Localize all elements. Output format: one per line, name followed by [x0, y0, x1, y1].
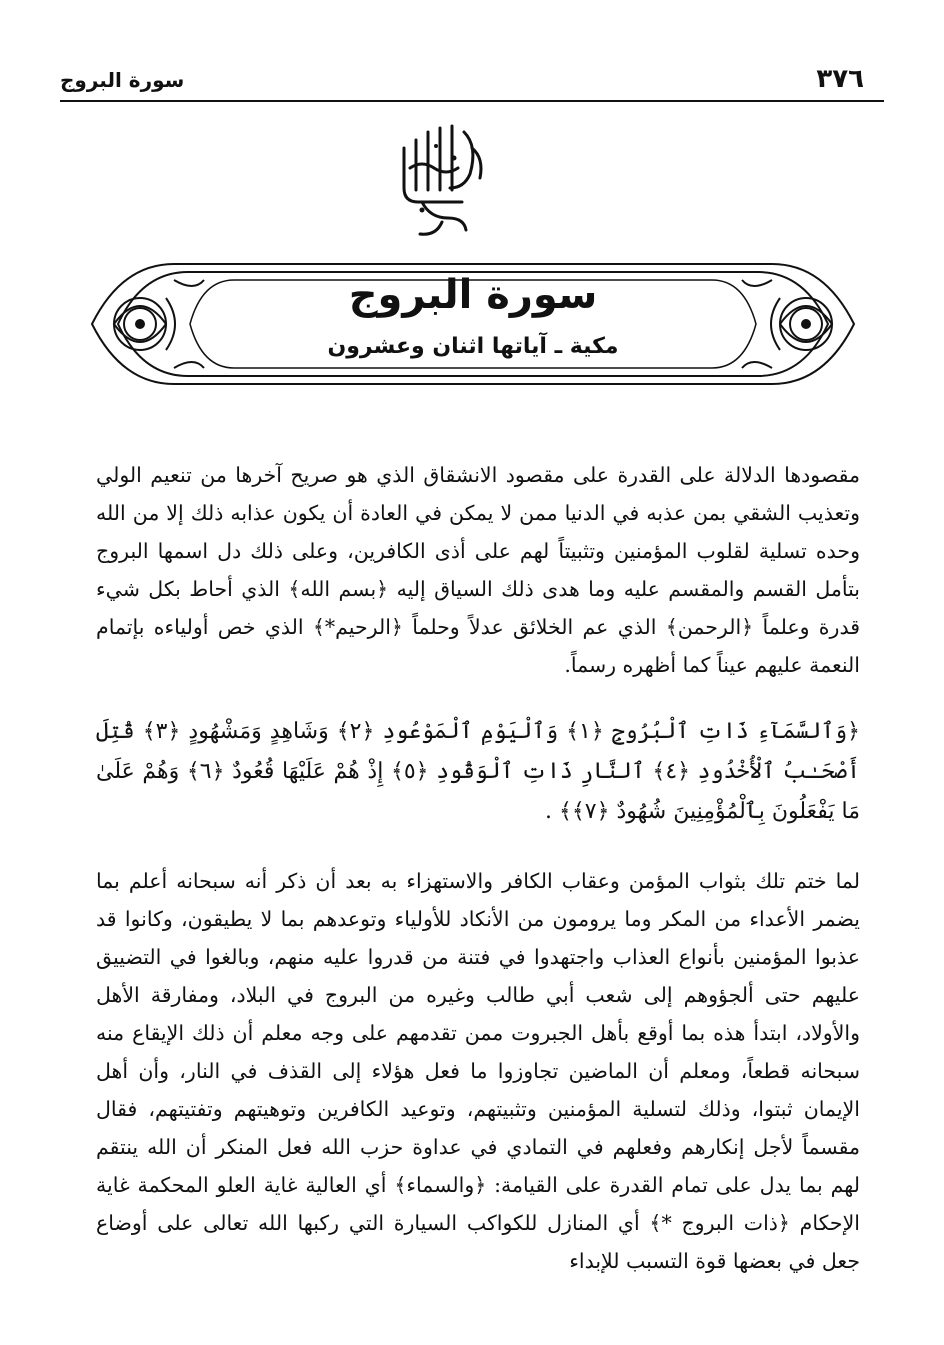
page-number: ٣٧٦ — [816, 64, 864, 94]
running-title: سورة البروج — [60, 68, 185, 92]
surah-title-cartouche — [84, 258, 862, 390]
intro-text: مقصودها الدلالة على القدرة على مقصود الانشقاق الذي هو صريح آخرها من تنعيم الولي وتعذيب الشقي بمن عذبه في الدنيا ممن لا يمكن في العادة أن يكون عذابه ذلك إلا من الله وحده تسلية لقلوب المؤمنين وتثبيتاً لهم على أذى الكافرين، وعلى ذلك دل اسمها البروج بتأمل القسم والمقسم عليه وما هدى ذلك السياق إليه ﴿بسم الله﴾ الذي أحاط بكل شيء قدرة وعلماً ﴿الرحمن﴾ الذي عم الخلائق عدلاً وحلماً ﴿الرحيم*﴾ الذي خص أولياءه بإتمام النعمة عليهم عيناً كما أظهره رسماً. — [96, 463, 860, 677]
quran-verses: ﴿وَٱلسَّمَآءِ ذَاتِ ٱلْبُرُوجِ ﴿١﴾ وَٱلْيَوْمِ ٱلْمَوْعُودِ ﴿٢﴾ وَشَاهِدٍ وَمَشْهُودٍ ﴿٣﴾ قُتِلَ أَصْحَـٰبُ ٱلْأُخْدُودِ ﴿٤﴾ ٱلنَّارِ ذَاتِ ٱلْوَقُودِ ﴿٥﴾ إِذْ هُمْ عَلَيْهَا قُعُودٌ ﴿٦﴾ وَهُمْ عَلَىٰ مَا يَفْعَلُونَ بِٱلْمُؤْمِنِينَ شُهُودٌ ﴿٧﴾﴾ . — [96, 719, 860, 824]
commentary-paragraph — [96, 862, 860, 1280]
page-header — [60, 58, 884, 102]
basmala-calligraphy-icon — [392, 118, 492, 238]
intro-paragraph — [96, 456, 860, 684]
surah-subtitle: مكية ـ آياتها اثنان وعشرون — [327, 334, 619, 359]
surah-title: سورة البروج — [348, 272, 598, 318]
commentary-text: لما ختم تلك بثواب المؤمن وعقاب الكافر والاستهزاء به بعد أن ذكر أنه سبحانه أعلم بما يضمر الأعداء من المكر وما يرومون من الأنكاد للأولياء وتوعدهم بما لا يطيقون، وكانوا قد عذبوا المؤمنين بأنواع العذاب واجتهدوا في فتنة من قدروا عليه منهم، وبالغوا في التضييق عليهم حتى ألجؤوهم إلى شعب أبي طالب وغيره من البروج في البلاد، ومفارقة الأهل والأولاد، ابتدأ هذه بما أوقع بأهل الجبروت ممن تقدمهم على وجه معلم أن ذلك الإيقاع منه سبحانه قطعاً، ومعلم أن الماضين تجاوزوا ما فعل هؤلاء إلى القذف في النار، وأن أهل الإيمان ثبتوا، وذلك لتسلية المؤمنين وتثبيتهم، وتوعيد الكافرين وتوهيتهم وتفتيتهم، فقال مقسماً لأجل إنكارهم وفعلهم في التمادي في عداوة حزب الله فعل المنكر أن الله ينتقم لهم بما يدل على تمام القدرة على القيامة: ﴿والسماء﴾ أي العالية غاية العلو المحكمة غاية الإحكام ﴿ذات البروج *﴾ أي المنازل للكواكب السيارة التي ركبها الله تعالى على أوضاع جعل في بعضها قوة التسبب للإبداء — [96, 869, 860, 1273]
